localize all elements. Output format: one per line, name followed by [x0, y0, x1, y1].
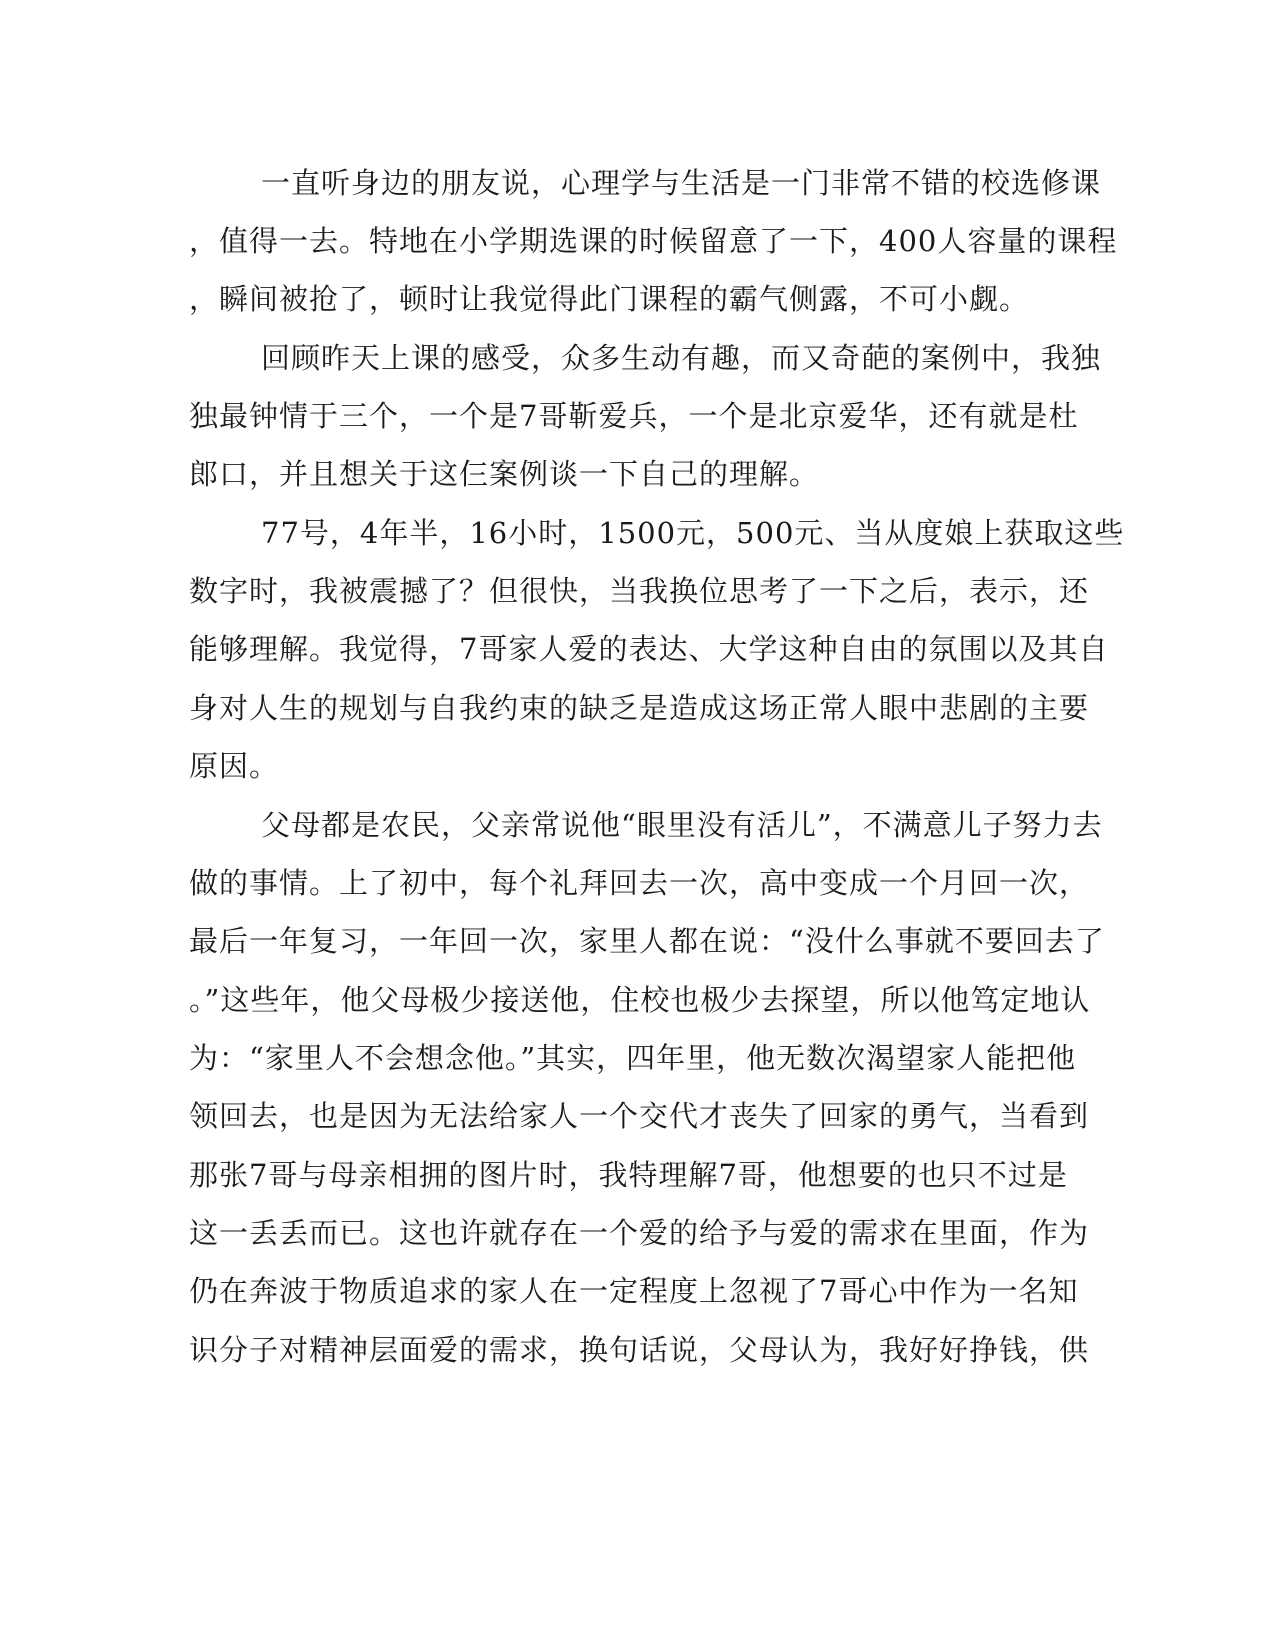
text-line: ，值得一去。特地在小学期选课的时候留意了一下，400人容量的课程	[189, 224, 1118, 258]
text-line: 那张7哥与母亲相拥的图片时，我特理解7哥，他想要的也只不过是	[189, 1158, 1068, 1192]
text-line: 郎口，并且想关于这仨案例谈一下自己的理解。	[189, 457, 820, 491]
text-line: 独最钟情于三个，一个是7哥靳爱兵，一个是北京爱华，还有就是杜	[189, 399, 1079, 433]
text-line: 最后一年复习，一年回一次，家里人都在说：“没什么事就不要回去了	[189, 924, 1105, 958]
text-line: 这一丢丢而已。这也许就存在一个爱的给予与爱的需求在里面，作为	[189, 1216, 1090, 1250]
text-line: 父母都是农民，父亲常说他“眼里没有活儿”，不满意儿子努力去	[261, 808, 1103, 842]
text-line: 77号，4年半，16小时，1500元，500元、当从度娘上获取这些	[261, 516, 1125, 550]
text-line: 能够理解。我觉得，7哥家人爱的表达、大学这种自由的氛围以及其自	[189, 632, 1109, 666]
text-line: 回顾昨天上课的感受，众多生动有趣，而又奇葩的案例中，我独	[261, 341, 1102, 375]
text-line: 身对人生的规划与自我约束的缺乏是造成这场正常人眼中悲剧的主要	[189, 691, 1090, 725]
text-line: 仍在奔波于物质追求的家人在一定程度上忽视了7哥心中作为一名知	[189, 1274, 1079, 1308]
text-line: 领回去，也是因为无法给家人一个交代才丧失了回家的勇气，当看到	[189, 1099, 1090, 1133]
text-line: 做的事情。上了初中，每个礼拜回去一次，高中变成一个月回一次，	[189, 866, 1090, 900]
text-line: ，瞬间被抢了，顿时让我觉得此门课程的霸气侧露，不可小觑。	[189, 282, 1030, 316]
text-line: 原因。	[189, 749, 280, 783]
text-line: 为：“家里人不会想念他。”其实，四年里，他无数次渴望家人能把他	[189, 1041, 1077, 1075]
text-line: 数字时，我被震撼了？但很快，当我换位思考了一下之后，表示，还	[189, 574, 1090, 608]
text-line: 一直听身边的朋友说，心理学与生活是一门非常不错的校选修课	[261, 166, 1102, 200]
text-line: 识分子对精神层面爱的需求，换句话说，父母认为，我好好挣钱，供	[189, 1333, 1090, 1367]
text-line: 。”这些年，他父母极少接送他，住校也极少去探望，所以他笃定地认	[189, 983, 1091, 1017]
